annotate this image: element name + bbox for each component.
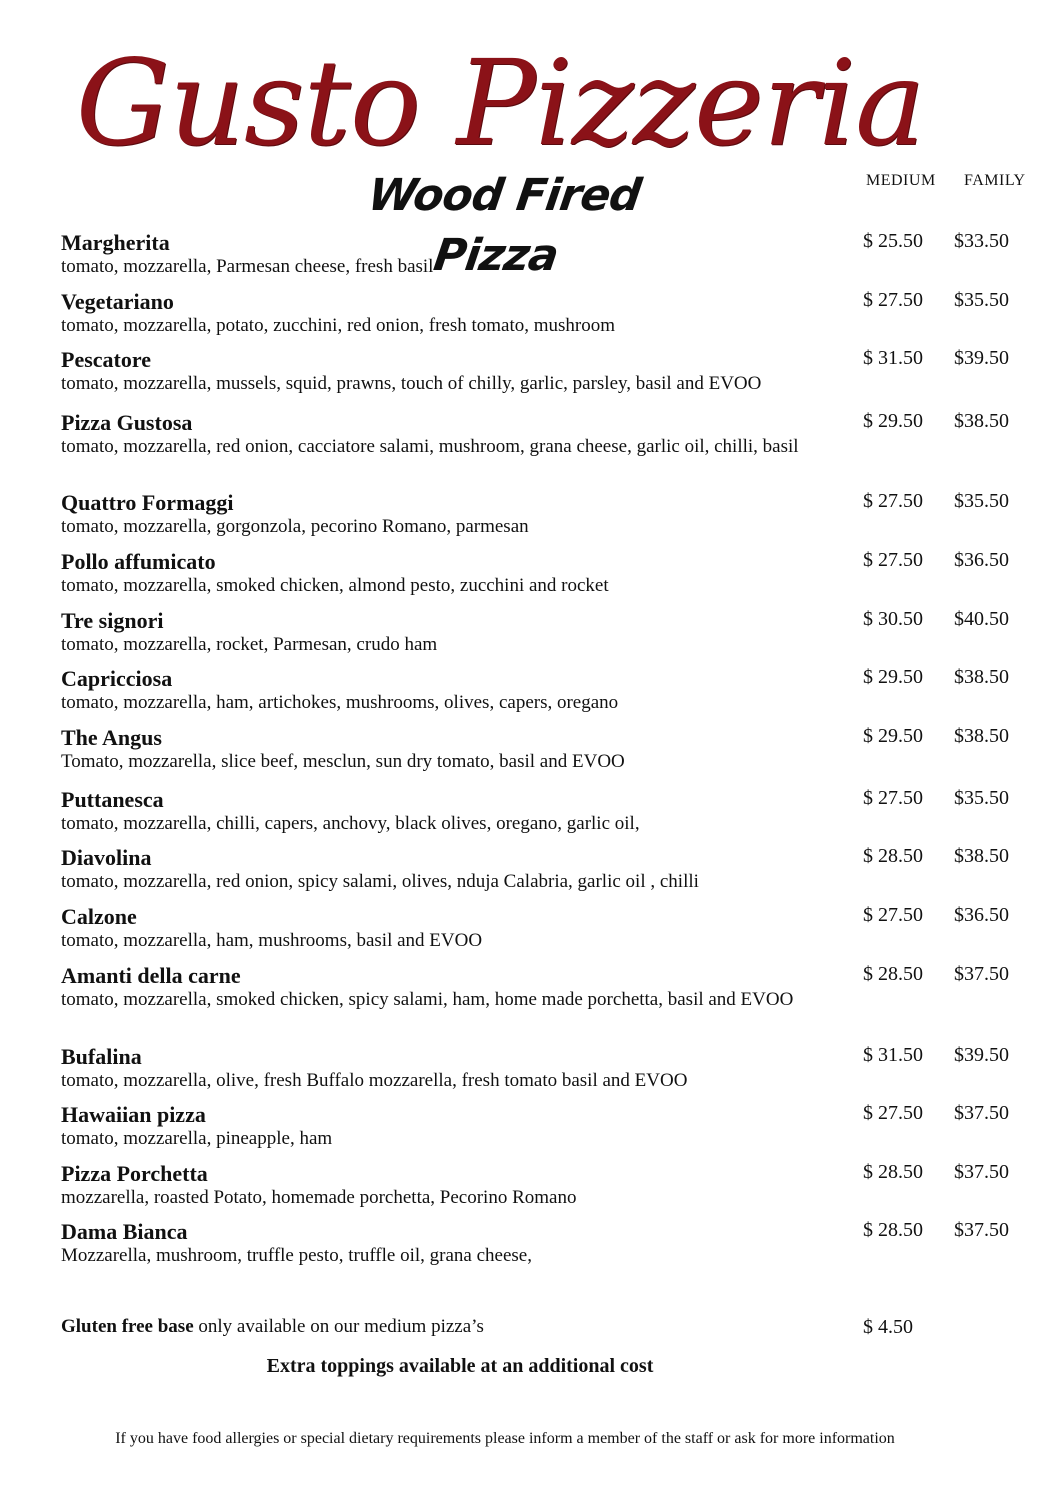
menu-item-hawaiian-pizza — [61, 1103, 1041, 1150]
price-medium: $ 28.50 — [863, 963, 923, 985]
item-description: mozzarella, roasted Potato, homemade porchetta, Pecorino Romano — [61, 1187, 577, 1208]
item-name: Pollo affumicato — [61, 549, 216, 574]
item-description: tomato, mozzarella, olive, fresh Buffalo mozzarella, fresh tomato basil and EVOO — [61, 1070, 688, 1091]
item-name: Diavolina — [61, 845, 152, 870]
item-description: tomato, mozzarella, gorgonzola, pecorino Romano, parmesan — [61, 516, 529, 537]
restaurant-subtitle: Wood Fired Pizza — [364, 170, 644, 281]
menu-item-tre-signori — [61, 609, 1041, 656]
price-family: $40.50 — [954, 608, 1009, 630]
extra-toppings-note: Extra toppings available at an additional cost — [266, 1355, 654, 1377]
price-medium: $ 27.50 — [863, 787, 923, 809]
menu-item-puttanesca — [61, 788, 1041, 835]
item-description: Tomato, mozzarella, slice beef, mesclun, sun dry tomato, basil and EVOO — [61, 751, 625, 772]
price-family: $35.50 — [954, 490, 1009, 512]
price-medium: $ 30.50 — [863, 608, 923, 630]
item-description: tomato, mozzarella, red onion, spicy salami, olives, nduja Calabria, garlic oil , chilli — [61, 871, 699, 892]
item-name: Pizza Gustosa — [61, 410, 193, 435]
item-name: Pescatore — [61, 347, 151, 372]
menu-item-amanti-della-carne — [61, 964, 1041, 1011]
item-name: Quattro Formaggi — [61, 490, 234, 515]
price-medium: $ 28.50 — [863, 845, 923, 867]
menu-item-dama-bianca — [61, 1220, 1041, 1267]
price-family: $36.50 — [954, 904, 1009, 926]
price-medium: $ 25.50 — [863, 230, 923, 252]
item-name: The Angus — [61, 725, 162, 750]
price-family: $39.50 — [954, 1044, 1009, 1066]
gluten-free-label: Gluten free base — [61, 1316, 194, 1337]
menu-item-capricciosa — [61, 667, 1041, 714]
item-name: Vegetariano — [61, 289, 174, 314]
item-description: tomato, mozzarella, potato, zucchini, red onion, fresh tomato, mushroom — [61, 315, 616, 336]
price-family: $37.50 — [954, 1161, 1009, 1183]
item-description: tomato, mozzarella, smoked chicken, spicy salami, ham, home made porchetta, basil and EVOO — [61, 989, 794, 1010]
price-medium: $ 29.50 — [863, 725, 923, 747]
item-description: Mozzarella, mushroom, truffle pesto, truffle oil, grana cheese, — [61, 1245, 532, 1266]
item-name: Bufalina — [61, 1044, 142, 1069]
item-description: tomato, mozzarella, mussels, squid, prawns, touch of chilly, garlic, parsley, basil and EVOO — [61, 373, 762, 394]
price-medium: $ 29.50 — [863, 410, 923, 432]
price-medium: $ 27.50 — [863, 289, 923, 311]
gluten-free-text: only available on our medium pizza’s — [193, 1316, 484, 1337]
restaurant-title: Gusto Pizzeria — [75, 34, 925, 172]
menu-item-pescatore — [61, 348, 1041, 395]
gluten-free-note — [61, 1315, 484, 1339]
price-medium: $ 27.50 — [863, 904, 923, 926]
column-header-medium: MEDIUM — [866, 172, 936, 189]
item-description: tomato, mozzarella, rocket, Parmesan, crudo ham — [61, 634, 438, 655]
price-medium: $ 28.50 — [863, 1161, 923, 1183]
item-name: Puttanesca — [61, 787, 164, 812]
item-description: tomato, mozzarella, Parmesan cheese, fresh basil — [61, 256, 434, 277]
price-family: $39.50 — [954, 347, 1009, 369]
price-family: $36.50 — [954, 549, 1009, 571]
menu-item-vegetariano — [61, 290, 1041, 337]
item-description: tomato, mozzarella, chilli, capers, anchovy, black olives, oregano, garlic oil, — [61, 813, 640, 834]
item-description: tomato, mozzarella, red onion, cacciatore salami, mushroom, grana cheese, garlic oil, chilli, basil — [61, 436, 799, 457]
price-medium: $ 27.50 — [863, 549, 923, 571]
item-name: Amanti della carne — [61, 963, 241, 988]
menu-item-margherita — [61, 231, 1041, 278]
price-family: $37.50 — [954, 963, 1009, 985]
item-name: Pizza Porchetta — [61, 1161, 208, 1186]
menu-item-pizza-gustosa — [61, 411, 1041, 458]
menu-item-pizza-porchetta — [61, 1162, 1041, 1209]
item-name: Calzone — [61, 904, 137, 929]
menu-item-quattro-formaggi — [61, 491, 1041, 538]
menu-item-bufalina — [61, 1045, 1041, 1092]
price-medium: $ 28.50 — [863, 1219, 923, 1241]
item-description: tomato, mozzarella, ham, artichokes, mushrooms, olives, capers, oregano — [61, 692, 619, 713]
price-medium: $ 29.50 — [863, 666, 923, 688]
item-description: tomato, mozzarella, ham, mushrooms, basil and EVOO — [61, 930, 483, 951]
item-description: tomato, mozzarella, smoked chicken, almond pesto, zucchini and rocket — [61, 575, 609, 596]
item-name: Dama Bianca — [61, 1219, 188, 1244]
price-family: $37.50 — [954, 1102, 1009, 1124]
price-family: $38.50 — [954, 725, 1009, 747]
price-medium: $ 31.50 — [863, 1044, 923, 1066]
menu-item-diavolina — [61, 846, 1041, 893]
price-family: $35.50 — [954, 787, 1009, 809]
item-name: Margherita — [61, 230, 170, 255]
price-family: $38.50 — [954, 410, 1009, 432]
price-medium: $ 27.50 — [863, 490, 923, 512]
price-family: $38.50 — [954, 666, 1009, 688]
item-name: Hawaiian pizza — [61, 1102, 206, 1127]
item-name: Tre signori — [61, 608, 164, 633]
item-name: Capricciosa — [61, 666, 173, 691]
gluten-free-price: $ 4.50 — [863, 1316, 913, 1338]
allergy-notice: If you have food allergies or special dietary requirements please inform a member of the staff or ask for more information — [115, 1430, 895, 1447]
price-medium: $ 31.50 — [863, 347, 923, 369]
column-header-family: FAMILY — [964, 172, 1026, 189]
price-family: $35.50 — [954, 289, 1009, 311]
menu-item-calzone — [61, 905, 1041, 952]
price-family: $37.50 — [954, 1219, 1009, 1241]
price-medium: $ 27.50 — [863, 1102, 923, 1124]
menu-item-the-angus — [61, 726, 1041, 773]
price-family: $33.50 — [954, 230, 1009, 252]
item-description: tomato, mozzarella, pineapple, ham — [61, 1128, 333, 1149]
price-family: $38.50 — [954, 845, 1009, 867]
menu-item-pollo-affumicato — [61, 550, 1041, 597]
